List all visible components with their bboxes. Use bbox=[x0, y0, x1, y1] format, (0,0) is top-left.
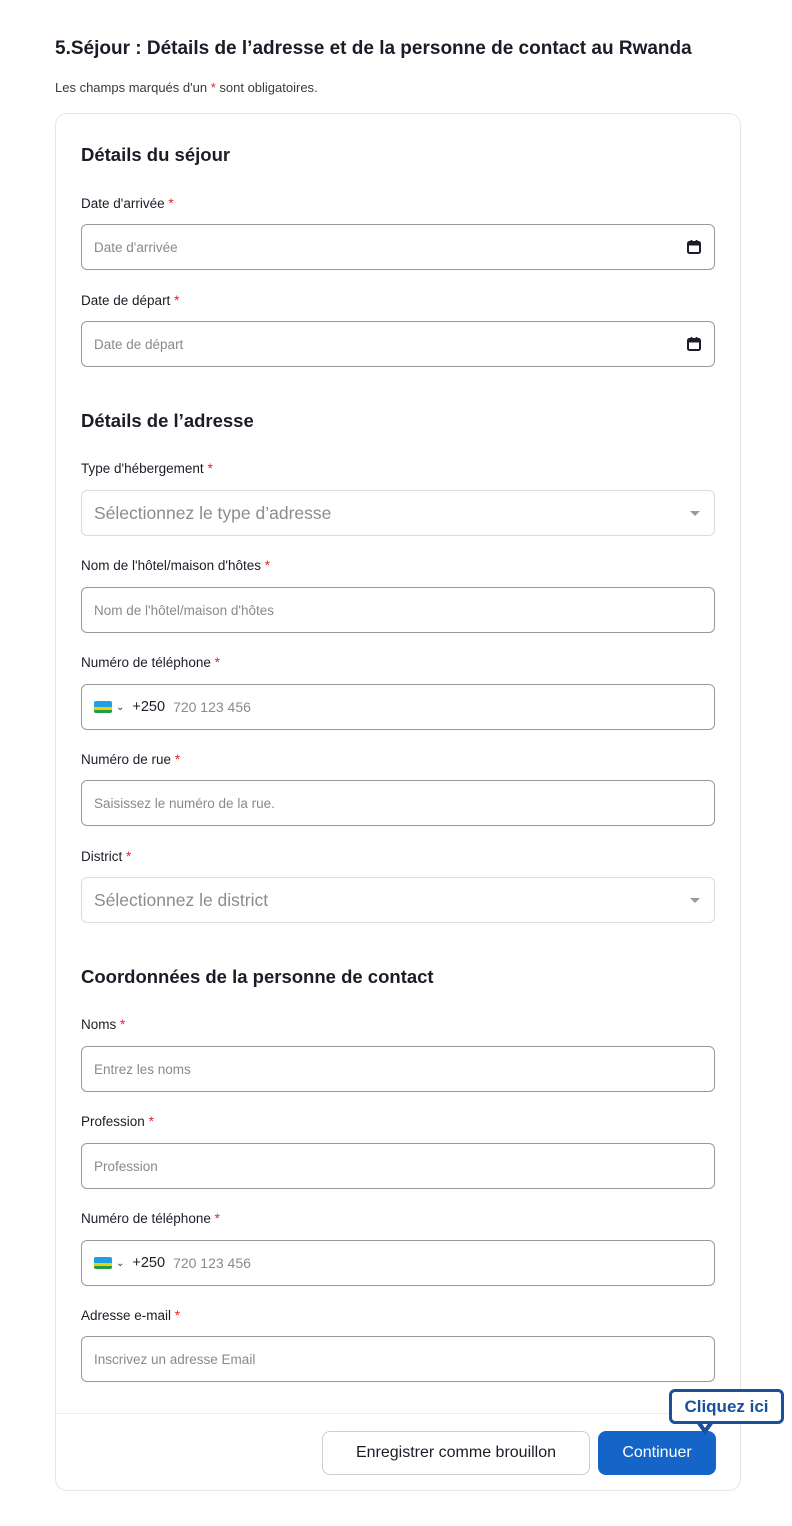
departure-date-input[interactable]: Date de départ bbox=[81, 321, 715, 367]
contact-phone-input[interactable] bbox=[81, 1240, 715, 1286]
continue-button[interactable]: Continuer bbox=[598, 1431, 716, 1475]
contact-names-label: Noms * bbox=[81, 1017, 126, 1032]
phone-placeholder: 720 123 456 bbox=[173, 1255, 251, 1271]
required-fields-note: Les champs marqués d'un * sont obligatoires. bbox=[55, 80, 318, 95]
click-here-callout: Cliquez ici bbox=[669, 1389, 784, 1424]
calendar-icon[interactable] bbox=[686, 336, 702, 352]
arrival-date-input[interactable]: Date d'arrivée bbox=[81, 224, 715, 270]
street-number-input[interactable]: Saisissez le numéro de la rue. bbox=[81, 780, 715, 826]
contact-names-input[interactable]: Entrez les noms bbox=[81, 1046, 715, 1092]
required-star: * bbox=[210, 80, 216, 95]
contact-phone-label: Numéro de téléphone * bbox=[81, 1211, 220, 1226]
accommodation-type-label: Type d'hébergement * bbox=[81, 461, 213, 476]
section-title-contact: Coordonnées de la personne de contact bbox=[81, 966, 434, 987]
departure-date-label: Date de départ * bbox=[81, 293, 180, 308]
dial-code: +250 bbox=[132, 1255, 166, 1271]
dial-code: +250 bbox=[132, 699, 166, 715]
phone-placeholder: 720 123 456 bbox=[173, 699, 251, 715]
section-title-address: Détails de l’adresse bbox=[81, 410, 254, 431]
caret-down-icon bbox=[690, 898, 700, 903]
profession-input[interactable]: Profession bbox=[81, 1143, 715, 1189]
email-input[interactable]: Inscrivez un adresse Email bbox=[81, 1336, 715, 1382]
save-draft-button[interactable]: Enregistrer comme brouillon bbox=[322, 1431, 590, 1475]
district-label: District * bbox=[81, 849, 132, 864]
arrival-date-label: Date d'arrivée * bbox=[81, 196, 174, 211]
email-label: Adresse e-mail * bbox=[81, 1308, 181, 1323]
calendar-icon[interactable] bbox=[686, 239, 702, 255]
chevron-down-icon[interactable]: ⌄ bbox=[116, 701, 125, 713]
district-select[interactable]: Sélectionnez le district bbox=[81, 877, 715, 923]
footer-divider bbox=[56, 1413, 740, 1414]
address-phone-input[interactable] bbox=[81, 684, 715, 730]
address-phone-label: Numéro de téléphone * bbox=[81, 655, 220, 670]
hotel-name-input[interactable]: Nom de l'hôtel/maison d'hôtes bbox=[81, 587, 715, 633]
caret-down-icon bbox=[690, 511, 700, 516]
page-title: 5.Séjour : Détails de l’adresse et de la personne de contact au Rwanda bbox=[55, 38, 692, 59]
rwanda-flag-icon[interactable] bbox=[94, 1257, 112, 1269]
section-title-stay: Détails du séjour bbox=[81, 144, 231, 165]
hotel-name-label: Nom de l'hôtel/maison d'hôtes * bbox=[81, 558, 271, 573]
chevron-down-icon[interactable]: ⌄ bbox=[116, 1257, 125, 1269]
accommodation-type-select[interactable]: Sélectionnez le type d’adresse bbox=[81, 490, 715, 536]
street-number-label: Numéro de rue * bbox=[81, 752, 181, 767]
rwanda-flag-icon[interactable] bbox=[94, 701, 112, 713]
profession-label: Profession * bbox=[81, 1114, 154, 1129]
